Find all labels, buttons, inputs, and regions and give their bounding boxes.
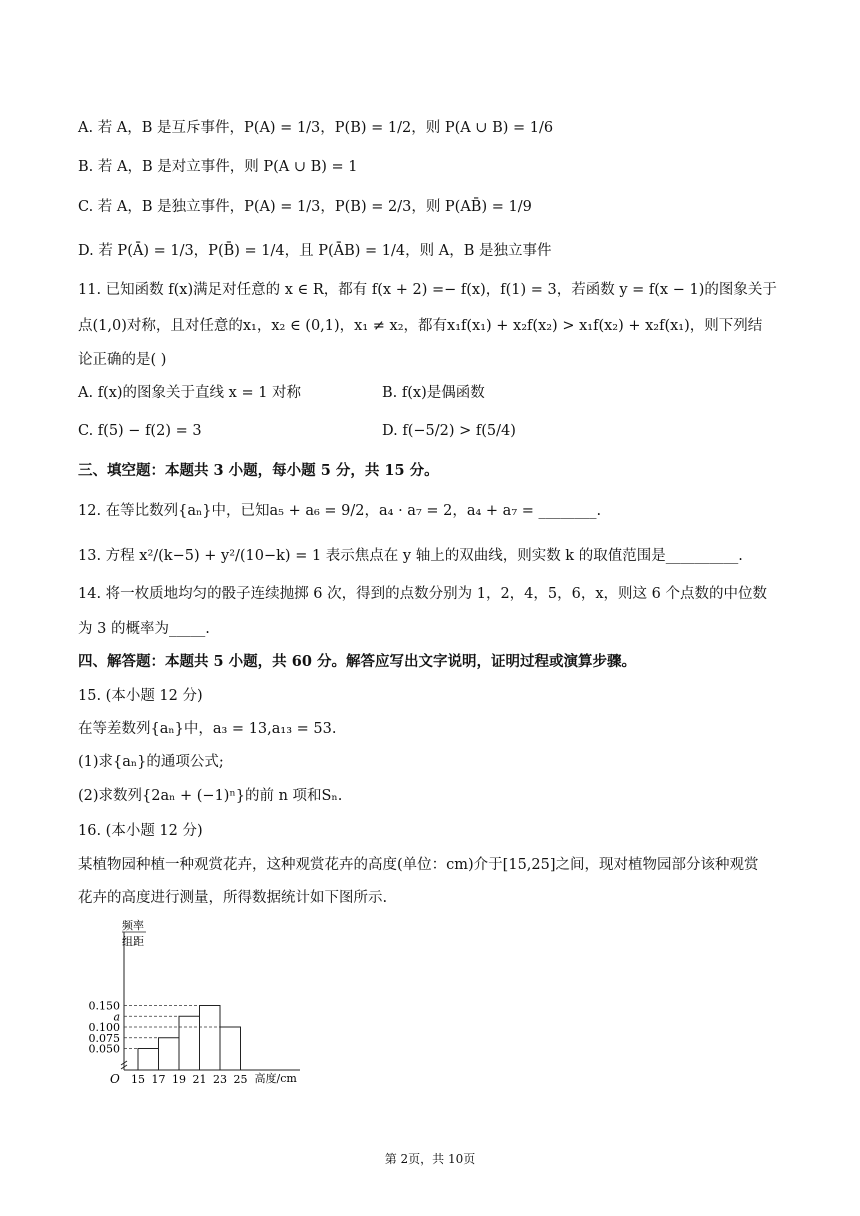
line-q12: 12. 在等比数列{aₙ}中，已知a₅ + a₆ = 9/2，a₄ · a₇ = 2，a₄ + a₇ = ________.: [78, 503, 602, 519]
line-q14-1: 14. 将一枚质地均匀的骰子连续抛掷 6 次，得到的点数分别为 1，2，4，5，6，x，则这 6 个点数的中位数: [78, 586, 767, 602]
line-option-d-10: D. 若 P(Ā) = 1/3，P(B̄) = 1/4，且 P(ĀB) = 1/4，则 A，B 是独立事件: [78, 243, 552, 259]
x-tick-label-21: 21: [192, 1073, 207, 1086]
line-q11-stem-3: 论正确的是( ): [78, 352, 167, 368]
line-q15-stem: 在等差数列{aₙ}中，a₃ = 13,a₁₃ = 53.: [78, 721, 337, 737]
line-q11-stem-1: 11. 已知函数 f(x)满足对任意的 x ∈ R，都有 f(x + 2) =− f(x)，f(1) = 3，若函数 y = f(x − 1)的图象关于: [78, 282, 777, 298]
line-option-c-10: C. 若 A，B 是独立事件，P(A) = 1/3，P(B) = 2/3，则 P(AB̄) = 1/9: [78, 199, 532, 215]
histogram-bar-21-23: [200, 1006, 221, 1071]
line-q15-header: 15. (本小题 12 分): [78, 688, 203, 704]
line-option-a-10: A. 若 A，B 是互斥事件，P(A) = 1/3，P(B) = 1/2，则 P(A ∪ B) = 1/6: [78, 120, 554, 136]
x-tick-label-19: 19: [172, 1073, 186, 1086]
y-tick-label-1: 0.075: [88, 1031, 120, 1045]
x-tick-label-25: 25: [233, 1073, 248, 1086]
y-axis-label-denominator: 组距: [122, 935, 144, 948]
histogram-bar-19-21: [179, 1016, 200, 1070]
line-q15-part1: (1)求{aₙ}的通项公式;: [78, 754, 224, 770]
x-tick-label-15: 15: [131, 1073, 145, 1086]
line-q16-header: 16. (本小题 12 分): [78, 823, 203, 839]
x-tick-label-17: 17: [151, 1073, 166, 1086]
y-tick-label-0: 0.050: [88, 1042, 120, 1056]
y-tick-label-4: 0.150: [88, 999, 120, 1013]
line-q11-option-a: A. f(x)的图象关于直线 x = 1 对称: [78, 385, 302, 401]
line-q11-option-d: D. f(−5/2) > f(5/4): [382, 423, 516, 439]
x-axis-label: 高度/cm: [254, 1072, 297, 1085]
line-q11-option-c: C. f(5) − f(2) = 3: [78, 423, 202, 439]
line-option-b-10: B. 若 A，B 是对立事件，则 P(A ∪ B) = 1: [78, 159, 358, 175]
page-footer: 第 2页，共 10页: [384, 1152, 476, 1166]
y-axis-label-numerator: 频率: [122, 919, 144, 932]
line-q16-stem-2: 花卉的高度进行测量，所得数据统计如下图所示.: [78, 890, 388, 906]
section-heading-solutions: 四、解答题：本题共 5 小题，共 60 分。解答应写出文字说明，证明过程或演算步骤。: [78, 653, 636, 670]
line-q13: 13. 方程 x²/(k−5) + y²/(10−k) = 1 表示焦点在 y 轴上的双曲线，则实数 k 的取值范围是__________.: [78, 548, 743, 564]
section-heading-fill-in: 三、填空题：本题共 3 小题，每小题 5 分，共 15 分。: [78, 462, 439, 479]
histogram-bar-15-17: [138, 1049, 159, 1071]
line-q15-part2: (2)求数列{2aₙ + (−1)ⁿ}的前 n 项和Sₙ.: [78, 788, 343, 804]
histogram-bar-17-19: [159, 1038, 180, 1070]
origin-label: O: [110, 1072, 120, 1086]
line-q14-2: 为 3 的概率为_____.: [78, 621, 210, 637]
line-q11-option-b: B. f(x)是偶函数: [382, 385, 485, 401]
y-tick-label-2: 0.100: [88, 1021, 120, 1034]
y-tick-label-3: a: [113, 1010, 120, 1024]
x-tick-label-23: 23: [213, 1073, 227, 1086]
line-q11-stem-2: 点(1,0)对称，且对任意的x₁，x₂ ∈ (0,1)，x₁ ≠ x₂，都有x₁f(x₁) + x₂f(x₂) > x₁f(x₂) + x₂f(x₁)，则下列结: [78, 318, 763, 334]
frequency-histogram: [74, 918, 314, 1094]
histogram-bar-23-25: [220, 1027, 241, 1070]
line-q16-stem-1: 某植物园种植一种观赏花卉，这种观赏花卉的高度(单位：cm)介于[15,25]之间，现对植物园部分该种观赏: [78, 857, 759, 873]
